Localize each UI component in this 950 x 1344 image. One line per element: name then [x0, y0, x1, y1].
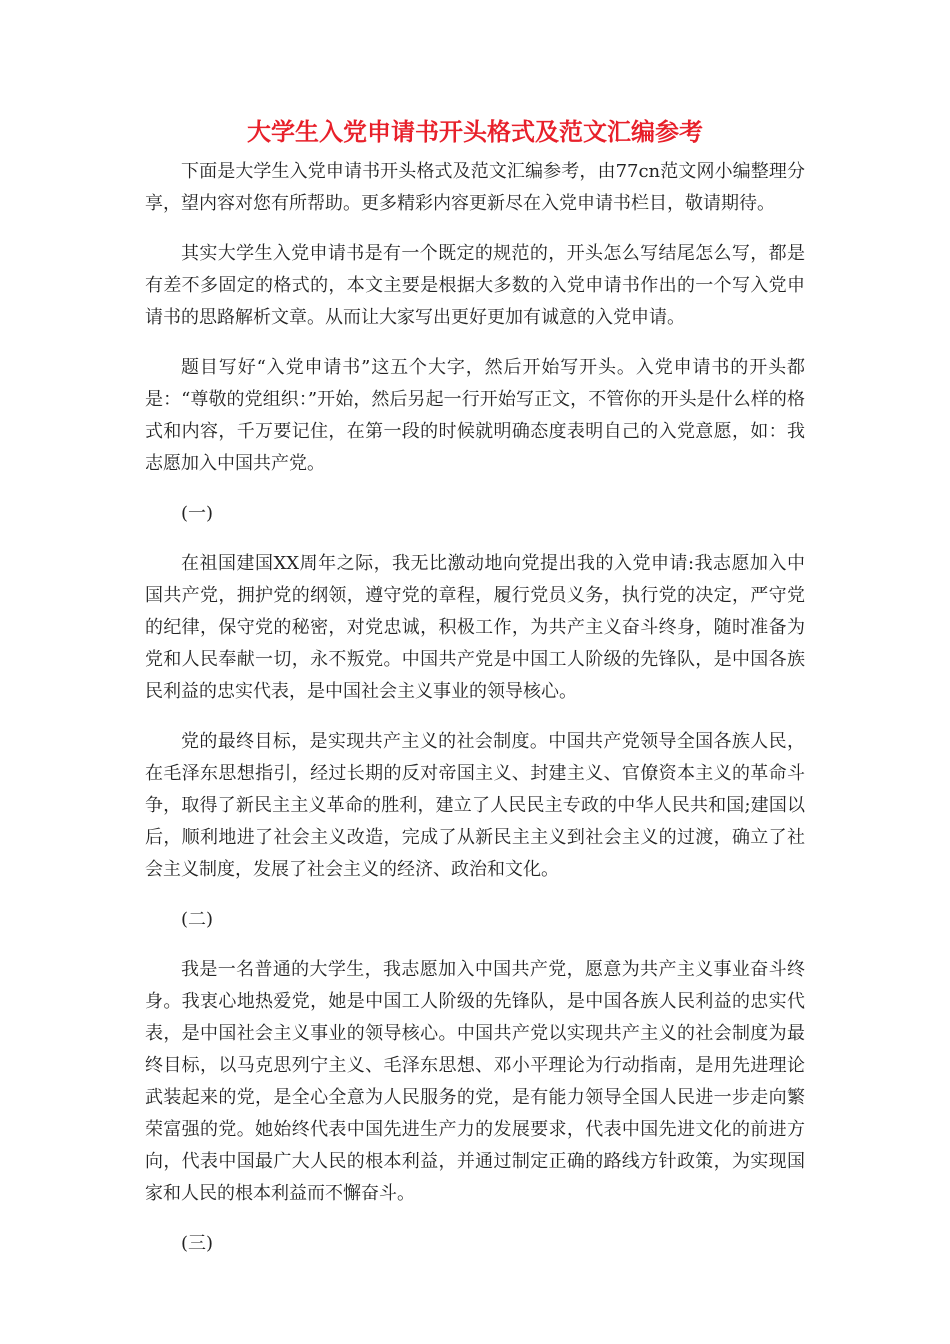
paragraph: 在祖国建国XX周年之际，我无比激动地向党提出我的入党申请:我志愿加入中国共产党，拥护党的纲领，遵守党的章程，履行党员义务，执行党的决定，严守党的纪律，保守党的秘密，对党忠诚，积极工作，为共产主义奋斗终身，随时准备为党和人民奉献一切，永不叛党。中国共产党是中国工人阶级的先锋队，是中国各族民利益的忠实代表，是中国社会主义事业的领导核心。 — [145, 553, 805, 702]
section-heading-1: (一) — [181, 503, 214, 524]
paragraph: 党的最终目标，是实现共产主义的社会制度。中国共产党领导全国各族人民，在毛泽东思想指引，经过长期的反对帝国主义、封建主义、官僚资本主义的革命斗争，取得了新民主主义革命的胜利，建立了人民民主专政的中华人民共和国;建国以后，顺利地进了社会主义改造，完成了从新民主主义到社会主义的过渡，确立了社会主义制度，发展了社会主义的经济、政治和文化。 — [145, 731, 805, 880]
document-body — [145, 156, 805, 1278]
section-heading-2: (二) — [181, 909, 214, 930]
section-heading-3: (三) — [181, 1233, 214, 1254]
paragraph-intro: 下面是大学生入党申请书开头格式及范文汇编参考，由77cn范文网小编整理分享，望内容对您有所帮助。更多精彩内容更新尽在入党申请书栏目，敬请期待。 — [145, 161, 805, 214]
document-title: 大学生入党申请书开头格式及范文汇编参考 — [247, 118, 703, 146]
paragraph: 我是一名普通的大学生，我志愿加入中国共产党，愿意为共产主义事业奋斗终身。我衷心地热爱党，她是中国工人阶级的先锋队，是中国各族人民利益的忠实代表，是中国社会主义事业的领导核心。中国共产党以实现共产主义的社会制度为最终目标，以马克思列宁主义、毛泽东思想、邓小平理论为行动指南，是用先进理论武装起来的党，是全心全意为人民服务的党，是有能力领导全国人民进一步走向繁荣富强的党。她始终代表中国先进生产力的发展要求，代表中国先进文化的前进方向，代表中国最广大人民的根本利益，并通过制定正确的路线方针政策，为实现国家和人民的根本利益而不懈奋斗。 — [145, 959, 805, 1204]
paragraph: 其实大学生入党申请书是有一个既定的规范的，开头怎么写结尾怎么写，都是有差不多固定的格式的，本文主要是根据大多数的入党申请书作出的一个写入党申请书的思路解析文章。从而让大家写出更好更加有诚意的入党申请。 — [145, 243, 805, 328]
paragraph: 题目写好“入党申请书”这五个大字，然后开始写开头。入党申请书的开头都是：“尊敬的党组织：”开始，然后另起一行开始写正文，不管你的开头是什么样的格式和内容，千万要记住，在第一段的时候就明确态度表明自己的入党意愿，如：我志愿加入中国共产党。 — [145, 357, 805, 474]
